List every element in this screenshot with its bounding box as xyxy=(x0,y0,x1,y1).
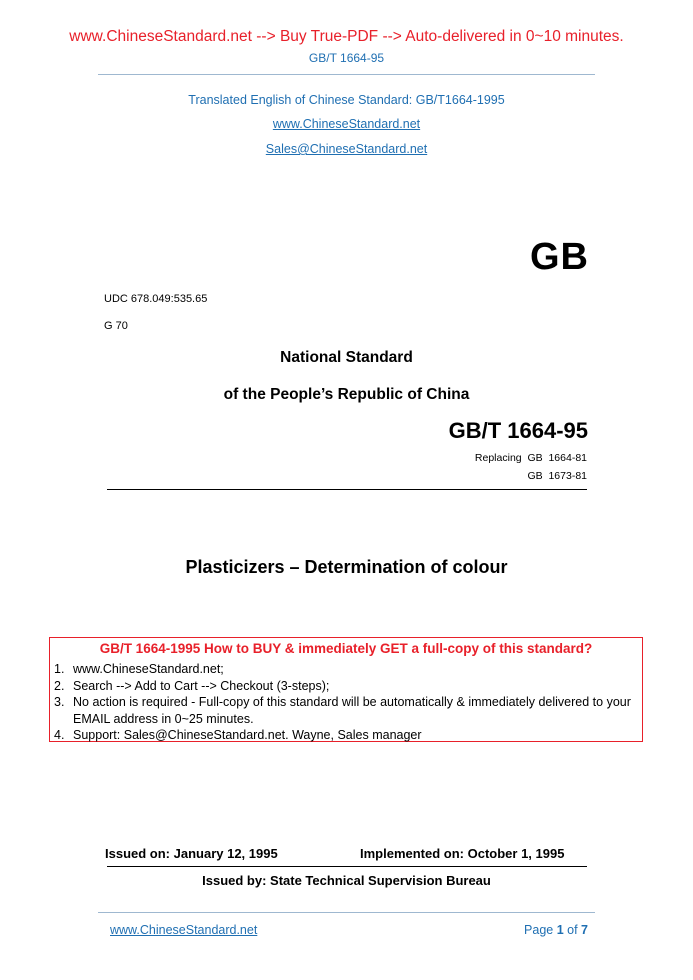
purchase-step xyxy=(54,661,634,678)
email-link-text[interactable]: Sales@ChineseStandard.net xyxy=(265,142,428,156)
translated-note: Translated English of Chinese Standard: GB/T1664-1995 xyxy=(188,93,505,107)
standard-number: GB/T 1664-95 xyxy=(448,418,588,443)
udc-code: UDC 678.049:535.65 xyxy=(104,293,208,305)
gb-mark: GB xyxy=(530,236,589,278)
step-number: 3. xyxy=(54,695,65,709)
page-total: 7 xyxy=(581,923,588,937)
step-text: No action is required - Full-copy of this standard will be automatically & immediately delivered to your EMAIL address in 0~25 minutes. xyxy=(73,695,631,726)
top-banner[interactable]: www.ChineseStandard.net --> Buy True-PDF --> Auto-delivered in 0~10 minutes. xyxy=(69,28,624,45)
classification-code: G 70 xyxy=(104,320,128,332)
document-title: Plasticizers – Determination of colour xyxy=(185,557,508,577)
footer-divider xyxy=(98,912,595,913)
purchase-step xyxy=(54,694,634,727)
website-link-text[interactable]: www.ChineseStandard.net xyxy=(272,117,421,131)
step-text[interactable]: Support: Sales@ChineseStandard.net. Wayne, Sales manager xyxy=(73,728,422,742)
purchase-steps-list xyxy=(54,661,634,744)
step-number: 1. xyxy=(54,662,65,676)
purchase-step xyxy=(54,678,634,695)
replacing-line-1: Replacing GB 1664-81 xyxy=(474,452,587,464)
page-of: of xyxy=(563,923,582,937)
purchase-info-title: GB/T 1664-1995 How to BUY & immediately GET a full-copy of this standard? xyxy=(99,641,593,656)
page-prefix: Page xyxy=(524,923,557,937)
page-current: 1 xyxy=(556,923,564,937)
issued-on-date: Issued on: January 12, 1995 xyxy=(105,846,278,861)
page-indicator xyxy=(524,923,588,937)
header-divider xyxy=(98,74,595,75)
national-standard-heading: National Standard xyxy=(280,349,413,366)
issuing-authority: Issued by: State Technical Supervision Bureau xyxy=(202,873,491,888)
cover-divider xyxy=(107,489,587,490)
footer-website-link[interactable]: www.ChineseStandard.net xyxy=(110,923,258,937)
step-text[interactable]: www.ChineseStandard.net; xyxy=(73,662,224,676)
issue-divider xyxy=(107,866,587,867)
website-link[interactable] xyxy=(0,117,693,131)
email-link[interactable] xyxy=(0,142,693,156)
step-number: 2. xyxy=(54,678,65,693)
national-standard-subheading: of the People’s Republic of China xyxy=(223,386,470,403)
step-number: 4. xyxy=(54,728,65,742)
header-standard-code: GB/T 1664-95 xyxy=(308,51,385,65)
implemented-on-date: Implemented on: October 1, 1995 xyxy=(360,846,565,861)
replacing-line-2: GB 1673-81 xyxy=(527,470,587,482)
step-text: Search --> Add to Cart --> Checkout (3-steps); xyxy=(73,678,330,693)
purchase-step xyxy=(54,727,634,744)
purchase-info-box xyxy=(49,637,643,742)
